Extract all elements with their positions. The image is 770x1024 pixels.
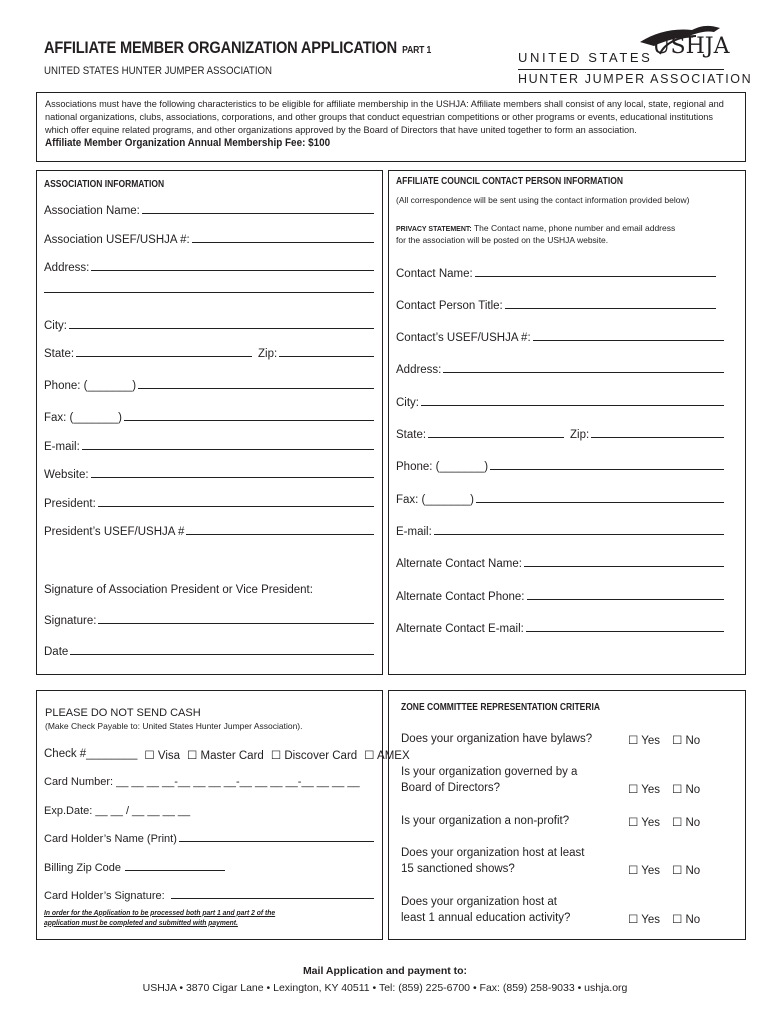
contact-phone-field[interactable]: Phone: (_______) (396, 461, 724, 473)
contact-address-field[interactable]: Address: (396, 364, 724, 376)
card-number-field[interactable]: Card Number: __ __ __ __-__ __ __ __-__ __ __ __-__ __ __ __ (44, 776, 360, 788)
contact-name-field[interactable]: Contact Name: (396, 268, 716, 280)
association-usef-field[interactable]: Association USEF/USHJA #: (44, 234, 374, 246)
education-no-checkbox[interactable]: ☐ No (672, 914, 701, 926)
president-usef-field[interactable]: President’s USEF/USHJA # (44, 526, 374, 538)
president-field[interactable]: President: (44, 498, 374, 510)
signature-date-field[interactable]: Date (44, 646, 374, 658)
logo-rule (518, 69, 724, 70)
form-title (44, 38, 431, 58)
contact-title-field[interactable]: Contact Person Title: (396, 300, 716, 312)
education-yes-checkbox[interactable]: ☐ Yes (628, 914, 661, 926)
visa-checkbox[interactable]: ☐ Visa (144, 750, 181, 762)
contact-city-field[interactable]: City: (396, 397, 724, 409)
q-board-line-2: Board of Directors? (401, 782, 501, 794)
association-phone-field[interactable]: Phone: (_______) (44, 380, 374, 392)
form-subtitle: UNITED STATES HUNTER JUMPER ASSOCIATION (44, 65, 273, 77)
association-address-field[interactable]: Address: (44, 262, 374, 274)
association-fax-field[interactable]: Fax: (_______) (44, 412, 374, 424)
nonprofit-yes-checkbox[interactable]: ☐ Yes (628, 817, 661, 829)
association-address-line-2[interactable] (44, 292, 374, 296)
association-name-field[interactable]: Association Name: (44, 205, 374, 217)
payment-note: In order for the Application to be processed both part 1 and part 2 of the application must be completed and submitted with payment. (44, 908, 276, 927)
discover-checkbox[interactable]: ☐ Discover Card (270, 750, 358, 762)
logo-mark-text: USHJA (652, 34, 730, 59)
contact-zip-field[interactable]: Zip: (570, 429, 724, 441)
mastercard-checkbox[interactable]: ☐ Master Card (187, 750, 264, 762)
alternate-contact-email-field[interactable]: Alternate Contact E-mail: (396, 623, 724, 635)
contact-note: (All correspondence will be sent using the contact information provided below) (396, 195, 690, 205)
payment-method-row (44, 748, 410, 762)
privacy-statement-line-2: for the association will be posted on the USHJA website. (396, 235, 609, 245)
no-cash-title: PLEASE DO NOT SEND CASH (45, 707, 201, 719)
alternate-contact-phone-field[interactable]: Alternate Contact Phone: (396, 591, 724, 603)
association-city-field[interactable]: City: (44, 320, 374, 332)
amex-checkbox[interactable]: ☐ AMEX (364, 750, 410, 762)
logo-line-1: UNITED STATES (518, 50, 653, 65)
alternate-contact-name-field[interactable]: Alternate Contact Name: (396, 558, 724, 570)
q-shows: Does your organization host at least (401, 847, 585, 859)
contact-usef-field[interactable]: Contact’s USEF/USHJA #: (396, 332, 724, 344)
membership-fee: Affiliate Member Organization Annual Membership Fee: $100 (45, 137, 331, 149)
contact-fax-field[interactable]: Fax: (_______) (396, 494, 724, 506)
q-nonprofit: Is your organization a non-profit? (401, 815, 570, 827)
association-state-field[interactable]: State: (44, 348, 252, 360)
shows-yes-checkbox[interactable]: ☐ Yes (628, 865, 661, 877)
payable-note: (Make Check Payable to: United States Hunter Jumper Association). (45, 721, 303, 731)
check-number-field[interactable]: Check #________ (44, 748, 138, 760)
president-signature-field[interactable]: Signature: (44, 615, 374, 627)
q-board: Is your organization governed by a (401, 766, 578, 778)
board-yes-checkbox[interactable]: ☐ Yes (628, 784, 661, 796)
association-info-title: ASSOCIATION INFORMATION (44, 179, 165, 190)
logo-line-2: HUNTER JUMPER ASSOCIATION (518, 72, 753, 86)
signature-heading: Signature of Association President or Vice President: (44, 584, 313, 596)
q-education: Does your organization host at (401, 896, 557, 908)
association-zip-field[interactable]: Zip: (258, 348, 374, 360)
expiration-date-field[interactable]: Exp.Date: __ __ / __ __ __ __ (44, 805, 191, 817)
mailing-address: USHJA • 3870 Cigar Lane • Lexington, KY 40511 • Tel: (859) 225-6700 • Fax: (859) 258-9033 • ushja.org (142, 982, 628, 994)
q-bylaws: Does your organization have bylaws? (401, 733, 593, 745)
eligibility-text: Associations must have the following characteristics to be eligible for affiliate membership in the USHJA: Affiliate members shall consist of any local, state, regional and national organizations, clubs, associations, corporations, and other groups that conduct equestrian competitions or other programs or events, educational institutions which offer equine related programs, and other organizations approved by the Board of Directors that have united together to form an association. (45, 99, 724, 135)
eligibility-box (36, 92, 746, 162)
card-holder-name-field[interactable]: Card Holder’s Name (Print) (44, 833, 374, 845)
card-holder-signature-field[interactable]: Card Holder’s Signature: (44, 890, 374, 902)
ushja-logo (518, 22, 753, 92)
association-website-field[interactable]: Website: (44, 469, 374, 481)
billing-zip-field[interactable]: Billing Zip Code (44, 862, 225, 874)
bylaws-no-checkbox[interactable]: ☐ No (672, 735, 701, 747)
association-email-field[interactable]: E-mail: (44, 441, 374, 453)
nonprofit-no-checkbox[interactable]: ☐ No (672, 817, 701, 829)
bylaws-yes-checkbox[interactable]: ☐ Yes (628, 735, 661, 747)
q-education-line-2: least 1 annual education activity? (401, 912, 571, 924)
mail-to-heading: Mail Application and payment to: (302, 965, 468, 977)
board-no-checkbox[interactable]: ☐ No (672, 784, 701, 796)
contact-info-title: AFFILIATE COUNCIL CONTACT PERSON INFORMATION (396, 176, 623, 187)
contact-state-field[interactable]: State: (396, 429, 564, 441)
contact-email-field[interactable]: E-mail: (396, 526, 724, 538)
form-part-label: PART 1 (402, 45, 432, 56)
shows-no-checkbox[interactable]: ☐ No (672, 865, 701, 877)
privacy-statement: PRIVACY STATEMENT: The Contact name, phone number and email address (396, 223, 676, 233)
q-shows-line-2: 15 sanctioned shows? (401, 863, 515, 875)
form-title-text: AFFILIATE MEMBER ORGANIZATION APPLICATION (44, 38, 398, 57)
zone-criteria-title: ZONE COMMITTEE REPRESENTATION CRITERIA (401, 702, 600, 713)
